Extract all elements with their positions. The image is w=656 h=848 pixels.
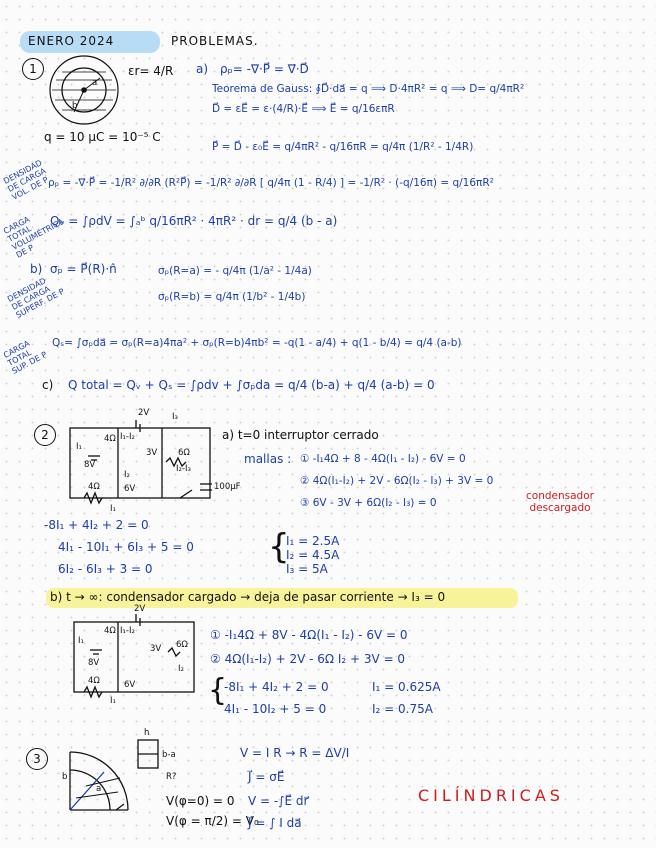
result-2-i2: I₂ = 0.75A: [372, 702, 433, 716]
circ-a-i3: I₃: [172, 412, 178, 422]
sigma-b: σₚ(R=b) = q/4π (1/b² - 1/4b): [158, 291, 306, 303]
circ-a-6ohm: 6Ω: [178, 448, 190, 458]
system-2-eq-2: 4I₁ - 10I₂ + 5 = 0: [224, 702, 327, 716]
circ-a-6v: 6V: [124, 484, 136, 494]
mesh-2b: ② 4Ω(I₁-I₂) + 2V - 6Ω I₂ + 3V = 0: [210, 652, 406, 666]
brace-2: {: [208, 673, 228, 708]
capacitor-note: condensador descargado: [526, 490, 594, 514]
result-1-i3: I₃ = 5A: [286, 562, 328, 576]
mesh-1: ① -I₁4Ω + 8 - 4Ω(I₁ - I₂) - 6V = 0: [300, 453, 466, 465]
problem-2-number: 2: [34, 424, 56, 446]
p1-part-a-label: a): [196, 62, 209, 76]
circ-b-4ohm-bottom: 4Ω: [88, 676, 100, 686]
circ-b-6ohm: 6Ω: [176, 640, 188, 650]
bc-phi-0: V(φ=0) = 0: [166, 794, 235, 808]
problem-1-number: 1: [22, 58, 44, 80]
ohm-eq: V = I R → R = ΔV/I: [240, 746, 350, 760]
side-label-rho: DENSIDAD DE CARGA VOL. DE P: [2, 158, 50, 202]
v-eq: V = -∫E⃗ dr⃗: [248, 794, 309, 808]
qs-eq: Qₛ= ∫σₚda⃗ = σₚ(R=a)4πa² + σₚ(R=b)4πb² = -q(1 - a/4) + q(1 - b/4) = q/4 (a-b): [52, 337, 462, 349]
cylindrical-note: CILÍNDRICAS: [418, 786, 564, 805]
side-label-sigma: DENSIDAD DE CARGA SUPERF. DE P: [6, 276, 66, 320]
j-eq: J⃗ = σE⃗: [248, 770, 285, 784]
result-1-i2: I₂ = 4.5A: [286, 548, 340, 562]
circ-a-capacitor: 100μF: [214, 482, 241, 492]
p3-label-h: h: [144, 728, 150, 738]
circ-a-i1-i2: I₁-I₂: [120, 432, 135, 442]
system-1-eq-3: 6I₂ - 6I₃ + 3 = 0: [58, 562, 153, 576]
sphere-label-b: b: [72, 101, 78, 111]
p3-label-a: a: [96, 784, 102, 794]
p1-part-c-label: c): [42, 378, 54, 392]
circ-b-4ohm-top: 4Ω: [104, 626, 116, 636]
circ-b-3v: 3V: [150, 644, 162, 654]
i-eq: J⃗ = ∫ I da⃗: [248, 816, 302, 830]
circ-a-3v: 3V: [146, 448, 158, 458]
bc-phi-pi2: V(φ = π/2) = V₀: [166, 814, 259, 828]
circ-b-i1-bottom: I₁: [110, 696, 116, 706]
sphere-label-a: a: [92, 78, 98, 88]
circ-a-4ohm-bottom: 4Ω: [88, 482, 100, 492]
sigma-def: σₚ = P⃗(R)·n̂: [50, 262, 117, 276]
circ-a-i1-bottom: I₁: [110, 504, 116, 514]
side-label-qv: CARGA TOTAL VOLUMÉTRICA DE P: [2, 214, 66, 260]
p2-part-a: a) t=0 interruptor cerrado: [222, 428, 379, 442]
p2-part-b: b) t → ∞: condensador cargado → deja de pasar corriente → I₃ = 0: [50, 590, 446, 604]
circ-a-i1: I₁: [76, 442, 82, 452]
p3-label-r: R?: [166, 772, 177, 782]
circ-a-i2-i3: I₂-I₃: [176, 464, 191, 474]
result-1-i1: I₁ = 2.5A: [286, 534, 340, 548]
circ-b-i1-i2: I₁-I₂: [120, 626, 135, 636]
p3-label-b-a: b-a: [162, 750, 176, 760]
rho-eq: ρₚ = -∇⃗·P⃗ = -1/R² ∂/∂R (R²P⃗) = -1/R² ∂/∂R [ q/4π (1 - R/4) ] = -1/R² · (-q/16π) = q/16πR²: [48, 177, 494, 189]
gauss-law: Teorema de Gauss: ∮D⃗·da⃗ = q ⟹ D·4πR² = q ⟹ D= q/4πR²: [212, 83, 525, 95]
circ-a-8v: 8V: [84, 460, 96, 470]
circ-a-i2: I₂: [124, 470, 130, 480]
mesh-1b: ① -I₁4Ω + 8V - 4Ω(I₁ - I₂) - 6V = 0: [210, 628, 408, 642]
circ-b-i1: I₁: [78, 636, 84, 646]
circ-b-2v: 2V: [134, 604, 146, 614]
system-1-eq-1: -8I₁ + 4I₂ + 2 = 0: [44, 518, 149, 532]
header-date: ENERO 2024: [28, 34, 115, 48]
charge-value: q = 10 μC = 10⁻⁵ C: [44, 130, 161, 144]
mesh-3: ③ 6V - 3V + 6Ω(I₂ - I₃) = 0: [300, 497, 437, 509]
result-2-i1: I₁ = 0.625A: [372, 680, 441, 694]
p1-part-b-label: b): [30, 262, 43, 276]
rho-p-def: ρₚ= -∇·P⃗ = ∇⃗·D⃗: [220, 62, 309, 76]
header-title: PROBLEMAS.: [171, 34, 259, 48]
problem-3-number: 3: [26, 748, 48, 770]
mallas-label: mallas :: [244, 452, 292, 466]
system-2-eq-1: -8I₁ + 4I₂ + 2 = 0: [224, 680, 329, 694]
qv-eq: Qᵥ = ∫ρdV = ∫ₐᵇ q/16πR² · 4πR² · dr = q/4 (b - a): [50, 214, 338, 228]
side-label-qs: CARGA TOTAL SUP. DE P: [2, 338, 49, 376]
polarization-eq: P⃗ = D⃗ - ε₀E⃗ = q/4πR² - q/16πR = q/4π (1/R² - 1/4R): [212, 141, 474, 153]
circ-b-8v: 8V: [88, 658, 100, 668]
system-1-eq-2: 4I₁ - 10I₁ + 6I₃ + 5 = 0: [58, 540, 194, 554]
qtotal-eq: Q total = Qᵥ + Qₛ = ∫ρdv + ∫σₚda = q/4 (b-a) + q/4 (a-b) = 0: [68, 378, 435, 392]
circ-a-2v: 2V: [138, 408, 150, 418]
mesh-2: ② 4Ω(I₁-I₂) + 2V - 6Ω(I₂ - I₃) + 3V = 0: [300, 475, 494, 487]
er-equation: εr= 4/R: [128, 64, 174, 78]
p3-label-b: b: [62, 772, 68, 782]
circ-a-4ohm-top: 4Ω: [104, 434, 116, 444]
circ-b-i2: I₂: [178, 664, 184, 674]
circ-b-6v: 6V: [124, 680, 136, 690]
brace-1: {: [268, 527, 290, 567]
d-field-eq: D⃗ = εE⃗ = ε·(4/R)·E⃗ ⟹ E⃗ = q/16επR: [212, 103, 395, 115]
sigma-a: σₚ(R=a) = - q/4π (1/a² - 1/4a): [158, 265, 312, 277]
